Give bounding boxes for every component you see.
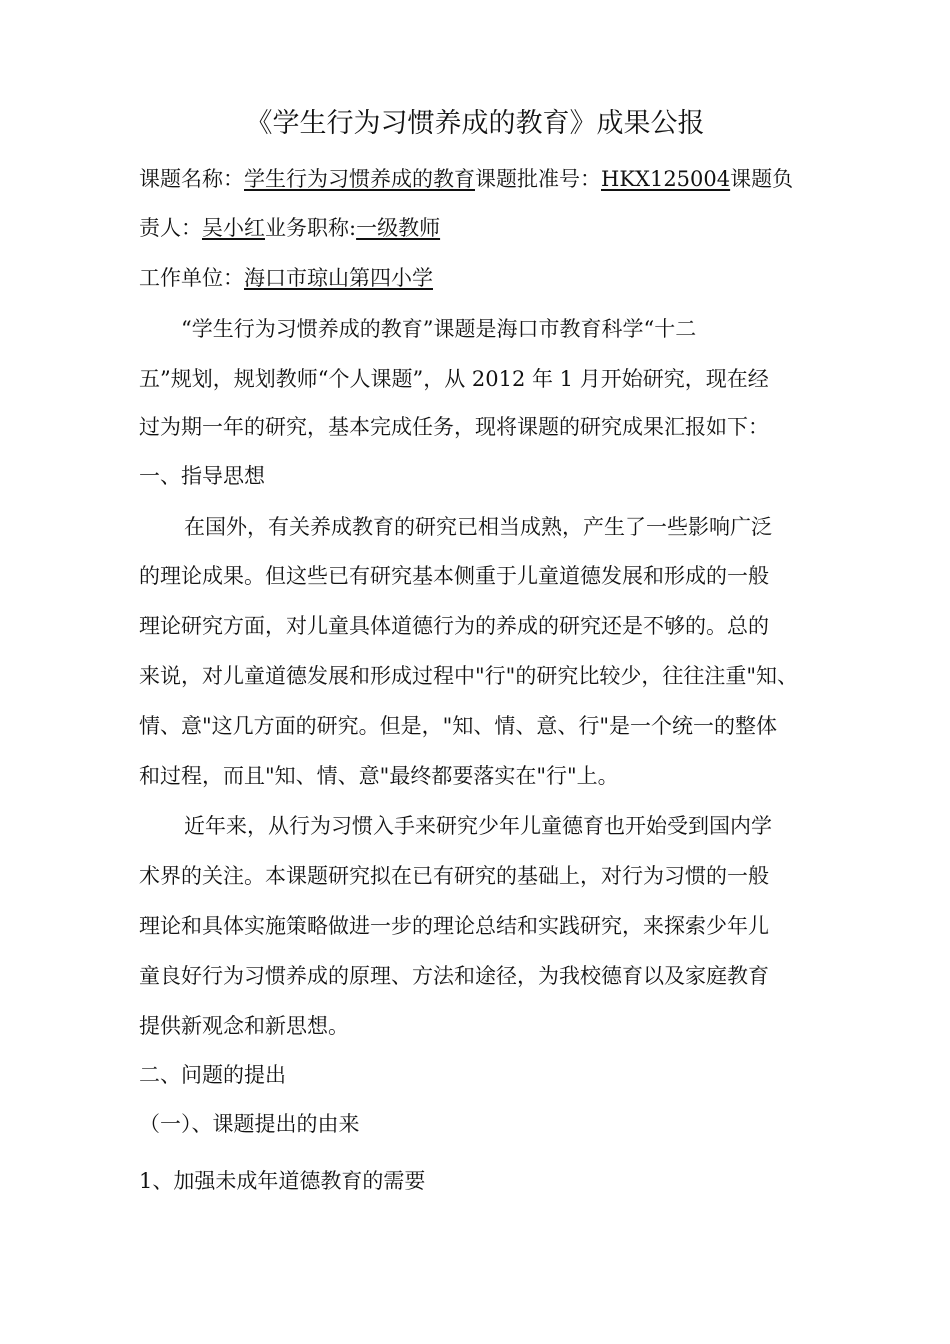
subsection-heading: （一）、课题提出的由来 <box>139 1112 360 1136</box>
rank-label: 业务职称: <box>265 216 357 240</box>
meta-line-2 <box>139 213 440 243</box>
body-line: “学生行为习惯养成的教育”课题是海口市教育科学“十二 <box>181 317 697 341</box>
leader-label-start: 课题负 <box>730 167 794 191</box>
unit-label: 工作单位： <box>139 266 244 290</box>
section-heading: 一、指导思想 <box>139 464 265 488</box>
approval-no-label: 课题批准号： <box>475 167 601 191</box>
unit-value: 海口市琼山第四小学 <box>244 266 433 290</box>
body-line: 术界的关注。本课题研究拟在已有研究的基础上，对行为习惯的一般 <box>139 864 769 888</box>
body-line: 理论研究方面，对儿童具体道德行为的养成的研究还是不够的。总的 <box>139 614 769 638</box>
body-line: 的理论成果。但这些已有研究基本侧重于儿童道德发展和形成的一般 <box>139 564 769 588</box>
body-line: 提供新观念和新思想。 <box>139 1014 349 1038</box>
body-line: 过为期一年的研究，基本完成任务，现将课题的研究成果汇报如下： <box>139 415 769 439</box>
meta-line-1 <box>139 164 793 194</box>
meta-line-3 <box>139 263 433 293</box>
section-heading: 二、问题的提出 <box>139 1063 286 1087</box>
topic-name-value: 学生行为习惯养成的教育 <box>244 167 475 191</box>
body-line: 童良好行为习惯养成的原理、方法和途径，为我校德育以及家庭教育 <box>139 964 769 988</box>
body-line: 在国外，有关养成教育的研究已相当成熟，产生了一些影响广泛 <box>184 515 772 539</box>
document-title: 《学生行为习惯养成的教育》成果公报 <box>245 108 705 139</box>
leader-value: 吴小红 <box>202 216 265 240</box>
rank-value: 一级教师 <box>356 216 441 240</box>
body-line: 五”规划，规划教师“个人课题”，从 2012 年 1 月开始研究，现在经 <box>139 367 769 391</box>
body-line: 和过程，而且"知、情、意"最终都要落实在"行"上。 <box>139 764 619 788</box>
leader-label-end: 责人： <box>139 216 202 240</box>
subsection-heading: 1、加强未成年道德教育的需要 <box>139 1169 426 1193</box>
topic-name-label: 课题名称： <box>139 167 244 191</box>
body-line: 情、意"这几方面的研究。但是，"知、情、意、行"是一个统一的整体 <box>139 714 777 738</box>
body-line: 近年来，从行为习惯入手来研究少年儿童德育也开始受到国内学 <box>184 814 772 838</box>
body-line: 理论和具体实施策略做进一步的理论总结和实践研究，来探索少年儿 <box>139 914 769 938</box>
approval-no-value: HKX125004 <box>601 167 731 191</box>
body-line: 来说，对儿童道德发展和形成过程中"行"的研究比较少，往往注重"知、 <box>139 664 798 688</box>
